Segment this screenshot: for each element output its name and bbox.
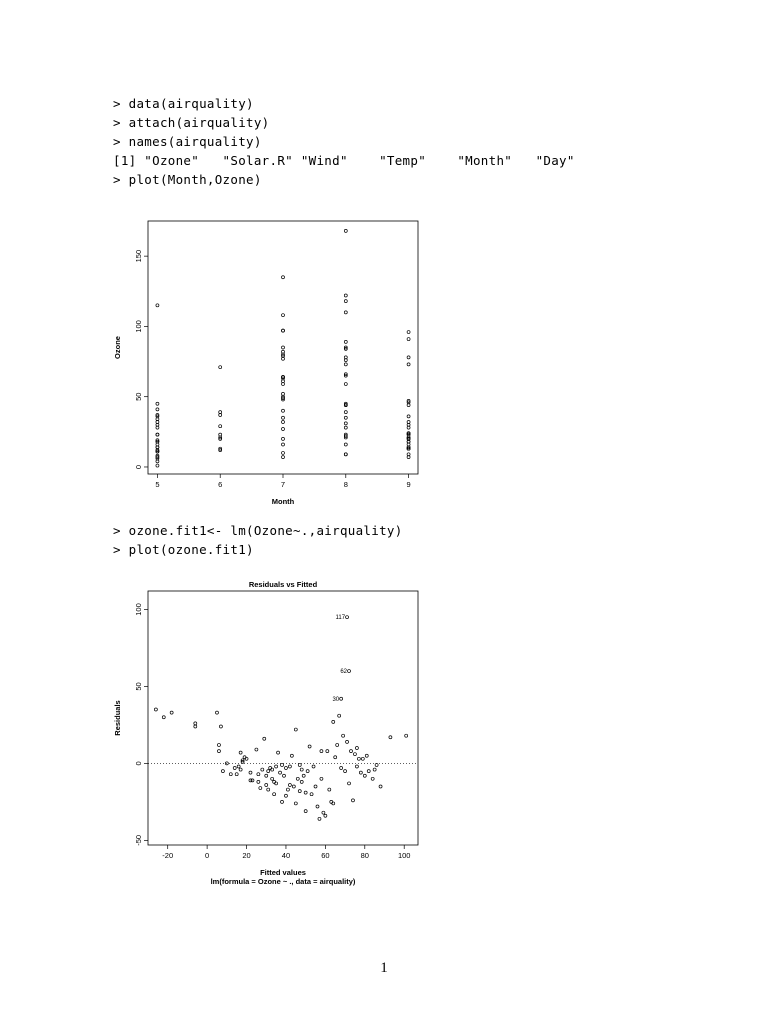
x-tick-label: 6	[218, 480, 223, 489]
data-point	[314, 785, 317, 788]
x-tick-label: 0	[205, 851, 210, 860]
data-point	[351, 799, 354, 802]
data-point	[288, 765, 291, 768]
data-point	[316, 805, 319, 808]
data-point	[288, 783, 291, 786]
data-point	[365, 754, 368, 757]
data-point	[265, 774, 268, 777]
data-point	[338, 714, 341, 717]
data-point	[328, 788, 331, 791]
y-tick-label: 150	[133, 249, 143, 263]
data-point	[342, 734, 345, 737]
data-point	[300, 780, 303, 783]
data-point	[217, 743, 220, 746]
data-point	[346, 616, 349, 619]
data-point	[312, 765, 315, 768]
data-point	[267, 788, 270, 791]
data-point	[346, 740, 349, 743]
point-label: 62	[340, 669, 348, 676]
data-point	[359, 771, 362, 774]
code-line: > plot(ozone.fit1)	[113, 542, 254, 557]
data-point	[334, 756, 337, 759]
data-point	[170, 711, 173, 714]
data-point	[255, 748, 258, 751]
data-point	[340, 767, 343, 770]
data-point	[261, 768, 264, 771]
chart-subtitle: lm(formula = Ozone ~ ., data = airquality)	[210, 877, 356, 886]
data-point	[219, 725, 222, 728]
data-point	[363, 774, 366, 777]
data-point	[304, 810, 307, 813]
data-point	[336, 743, 339, 746]
data-point	[284, 767, 287, 770]
data-point	[320, 750, 323, 753]
data-point	[344, 770, 347, 773]
data-point	[304, 791, 307, 794]
data-point	[273, 793, 276, 796]
data-point	[353, 753, 356, 756]
x-tick-label: 5	[155, 480, 160, 489]
point-label: 117	[335, 615, 346, 622]
data-point	[298, 790, 301, 793]
code-line: > plot(Month,Ozone)	[113, 172, 262, 187]
data-point	[217, 750, 220, 753]
data-point	[281, 763, 284, 766]
data-point	[322, 811, 325, 814]
chart-title: Residuals vs Fitted	[248, 580, 318, 589]
plot-frame	[148, 591, 418, 845]
data-point	[355, 747, 358, 750]
data-point	[308, 745, 311, 748]
x-tick-label: 20	[242, 851, 251, 860]
y-tick-label: 50	[133, 682, 143, 691]
x-tick-label: 9	[406, 480, 411, 489]
data-point	[267, 770, 270, 773]
data-point	[215, 711, 218, 714]
data-point	[229, 773, 232, 776]
data-point	[286, 788, 289, 791]
data-point	[300, 768, 303, 771]
data-point	[367, 770, 370, 773]
data-point	[263, 737, 266, 740]
data-point	[257, 773, 260, 776]
data-point	[361, 757, 364, 760]
data-point	[290, 754, 293, 757]
page-number: 1	[380, 960, 388, 976]
data-point	[154, 708, 157, 711]
x-tick-label: 40	[281, 851, 291, 860]
y-tick-label: 0	[133, 761, 143, 766]
data-point	[275, 765, 278, 768]
data-point	[326, 750, 329, 753]
data-point	[265, 783, 268, 786]
point-label: 30	[332, 696, 340, 703]
data-point	[284, 794, 287, 797]
data-point	[306, 770, 309, 773]
data-point	[239, 768, 242, 771]
data-point	[373, 768, 376, 771]
y-tick-label: 0	[133, 464, 143, 470]
y-tick-label: 100	[133, 603, 143, 616]
y-axis-label: Residuals	[113, 700, 122, 736]
data-point	[349, 750, 352, 753]
data-point	[332, 720, 335, 723]
data-point	[277, 751, 280, 754]
data-point	[279, 771, 282, 774]
data-point	[257, 780, 260, 783]
data-point	[233, 767, 236, 770]
x-axis-label: Fitted values	[260, 868, 306, 877]
data-point	[298, 763, 301, 766]
x-tick-label: 7	[280, 480, 286, 489]
data-point	[320, 777, 323, 780]
data-point	[296, 777, 299, 780]
data-point	[324, 814, 327, 817]
data-point	[294, 802, 297, 805]
code-line: > data(airquality)	[113, 96, 254, 111]
data-point	[194, 725, 197, 728]
data-point	[282, 774, 285, 777]
code-line: > ozone.fit1<- lm(Ozone~.,airquality)	[113, 523, 403, 538]
data-point	[271, 777, 274, 780]
data-point	[375, 763, 378, 766]
x-tick-label: -20	[162, 851, 174, 860]
x-tick-label: 80	[360, 851, 369, 860]
data-point	[259, 787, 262, 790]
data-point	[235, 773, 238, 776]
data-point	[348, 670, 351, 673]
y-tick-label: 50	[133, 392, 143, 401]
x-tick-label: 100	[397, 851, 411, 860]
data-point	[251, 779, 254, 782]
data-point	[302, 774, 305, 777]
data-point	[239, 751, 242, 754]
data-point	[162, 716, 165, 719]
data-point	[348, 782, 351, 785]
x-tick-label: 60	[321, 851, 330, 860]
data-point	[318, 817, 321, 820]
x-axis-label: Month	[271, 497, 295, 506]
code-line: > names(airquality)	[113, 134, 262, 149]
data-point	[221, 770, 224, 773]
data-point	[379, 785, 382, 788]
data-point	[357, 757, 360, 760]
y-tick-label: 100	[133, 320, 143, 333]
y-tick-label: -50	[133, 834, 143, 846]
data-point	[340, 697, 343, 700]
data-point	[389, 736, 392, 739]
y-axis-label: Ozone	[113, 336, 122, 359]
data-point	[310, 793, 313, 796]
code-line: [1] "Ozone" "Solar.R" "Wind" "Temp" "Month" "Day"	[113, 153, 575, 168]
x-tick-label: 8	[343, 480, 348, 489]
data-point	[292, 785, 295, 788]
data-point	[371, 777, 374, 780]
data-point	[194, 722, 197, 725]
code-line: > attach(airquality)	[113, 115, 270, 130]
data-point	[249, 771, 252, 774]
data-point	[237, 765, 240, 768]
data-point	[355, 765, 358, 768]
data-point	[294, 728, 297, 731]
data-point	[281, 800, 284, 803]
data-point	[405, 734, 408, 737]
